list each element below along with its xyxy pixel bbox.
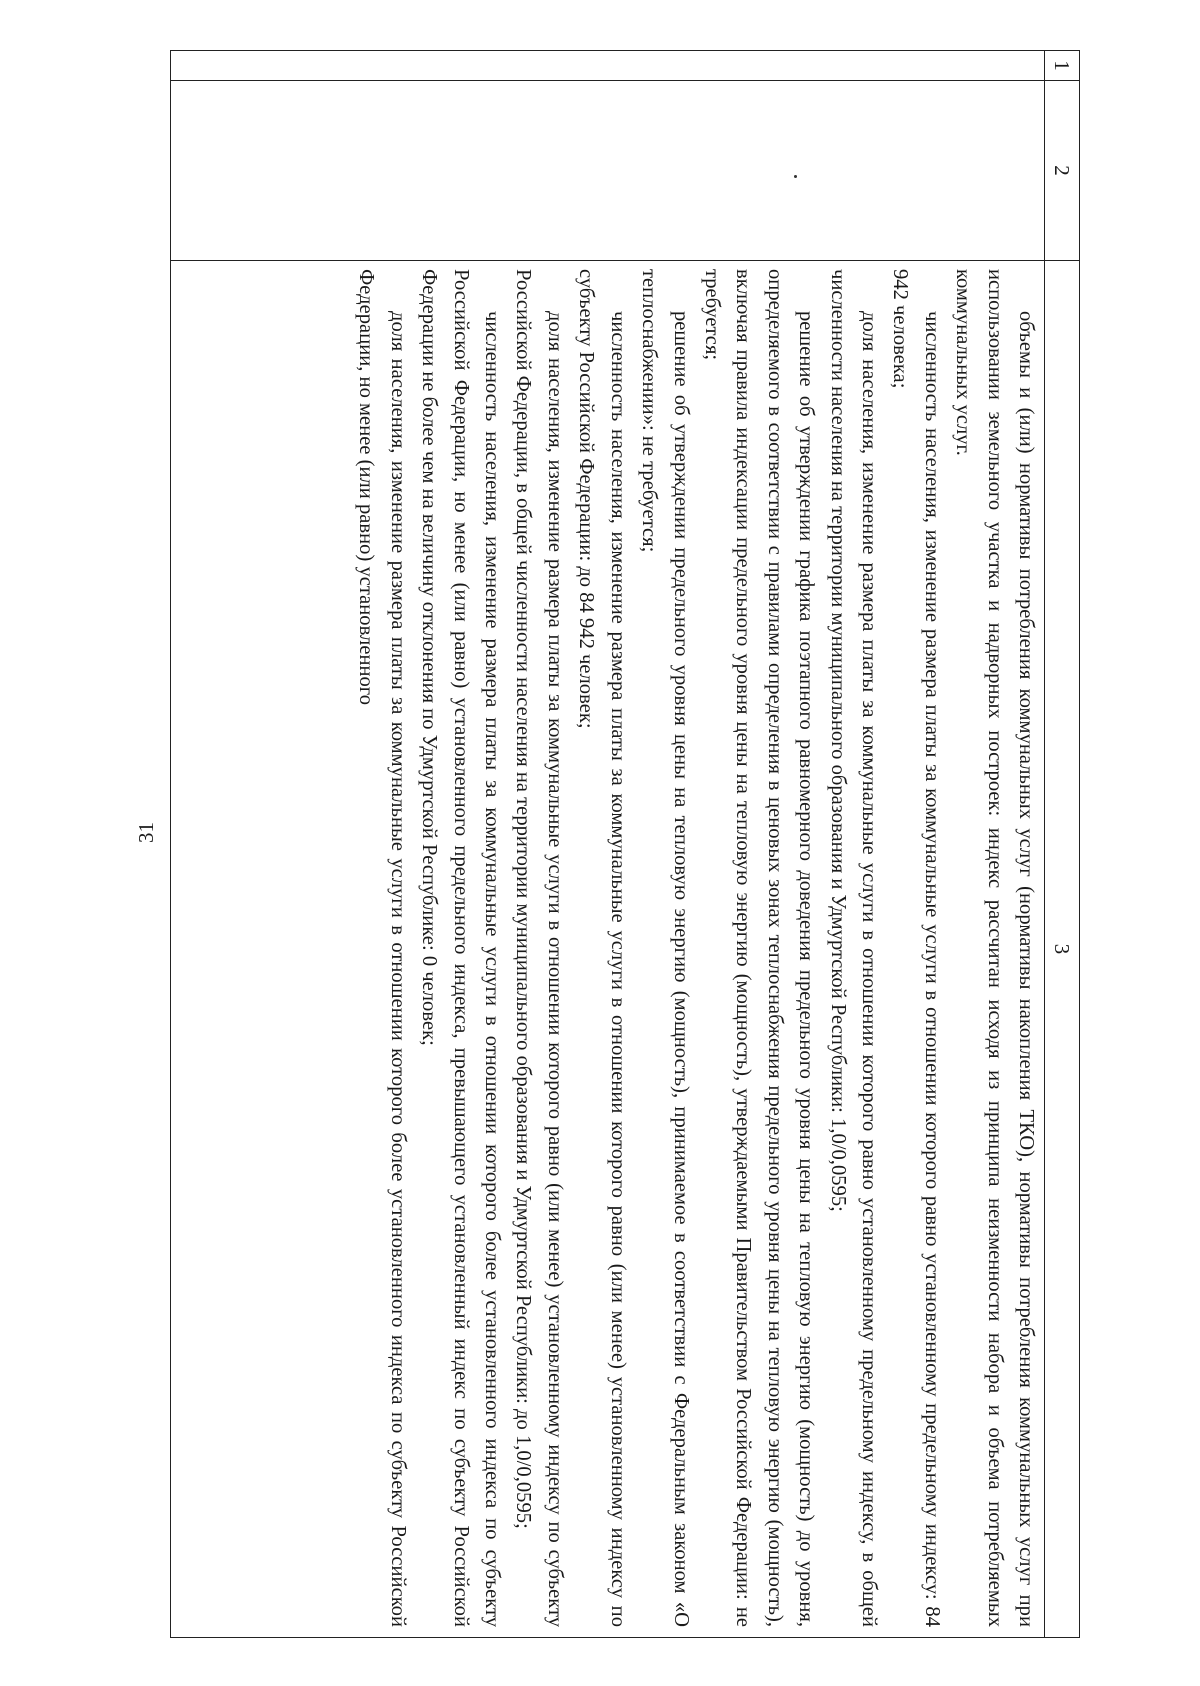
cell-col-1 bbox=[171, 51, 1045, 81]
page-number: 31 bbox=[134, 822, 158, 843]
paragraph: решение об утверждении предельного уровня цены на тепловую энергию (мощность), принимаемое в соответствии с Федеральным законом «О теплоснабжении»: не требуется; bbox=[638, 269, 692, 1627]
header-cell-2: 2 bbox=[1045, 81, 1080, 261]
document-table bbox=[170, 50, 1080, 1638]
header-cell-1: 1 bbox=[1045, 51, 1080, 81]
cell-col-2 bbox=[171, 81, 1045, 261]
header-cell-3: 3 bbox=[1045, 261, 1080, 1638]
paragraph: доля населения, изменение размера платы за коммунальные услуги в отношении которого равно установленному предельному индексу, в общей численности населения на территории муниципального образования и Удмуртской Республики: 1,0/0,0595; bbox=[826, 269, 880, 1627]
paragraph: численность населения, изменение размера платы за коммунальные услуги в отношении которого равно (или менее) установленному индексу по субъекту Российской Федерации: до 84 942 человек; bbox=[575, 269, 629, 1627]
cell-text bbox=[350, 261, 1044, 1637]
paragraph: доля населения, изменение размера платы за коммунальные услуги в отношении которого равно (или менее) установленному индексу по субъекту Российской Федерации, в общей численности населения на территории муниципального образования и Удмуртской Республики: до 1,0/0,0595; bbox=[512, 269, 566, 1627]
table-body-row bbox=[171, 51, 1045, 1638]
paragraph: доля населения, изменение размера платы за коммунальные услуги в отношении которого более установленного индекса по субъекту Российской Федерации, но менее (или равно) установленного bbox=[355, 269, 409, 1627]
rotated-page bbox=[170, 50, 1080, 1638]
paragraph: численность населения, изменение размера платы за коммунальные услуги в отношении которого равно установленному предельному индексу: 84 942 человека; bbox=[889, 269, 943, 1627]
paragraph: численность населения, изменение размера платы за коммунальные услуги в отношении которого более установленного индекса по субъекту Российской Федерации, но менее (или равно) установленного предельного индекса, превышающего установленный индекс по субъекту Российской Федерации не более чем на величину отклонения по Удмуртской Республике: 0 человек; bbox=[418, 269, 504, 1627]
paragraph: объемы и (или) нормативы потребления коммунальных услуг (нормативы накопления ТКО), нормативы потребления коммунальных услуг при использовании земельного участка и надворных построек: индекс рассчитан исходя из принципа неизменности набора и объема потребляемых коммунальных услуг. bbox=[952, 269, 1037, 1627]
paragraph: решение об утверждении графика поэтапного равномерного доведения предельного уровня цены на тепловую энергию (мощность) до уровня, определяемого в соответствии с правилами определения в ценовых зонах теплоснабжения предельного уровня цены на тепловую энергию (мощность), включая правила индексации предельного уровня цены на тепловую энергию (мощность), утверждаемыми Правительством Российской Федерации: не требуется; bbox=[700, 269, 818, 1627]
table-header-row bbox=[1045, 51, 1080, 1638]
cell-col-3 bbox=[171, 261, 1045, 1638]
